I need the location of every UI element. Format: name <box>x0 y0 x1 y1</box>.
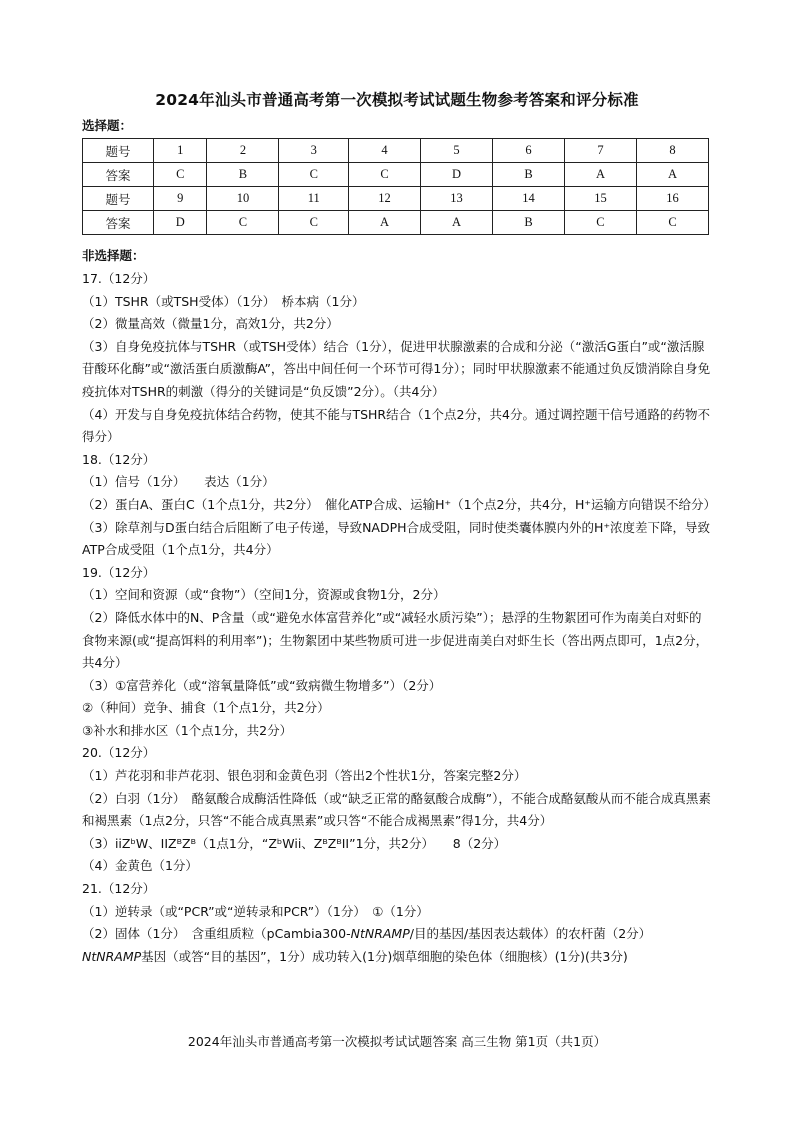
table-cell: C <box>154 163 207 187</box>
table-cell: 15 <box>564 187 636 211</box>
table-cell: 3 <box>279 139 349 163</box>
table-cell: 8 <box>636 139 708 163</box>
table-cell: 14 <box>493 187 565 211</box>
table-cell: 6 <box>493 139 565 163</box>
table-cell: C <box>279 163 349 187</box>
answer-line: （2）白羽（1分） 酪氨酸合成酶活性降低（或“缺乏正常的酪氨酸合成酶”），不能合成酪氨酸从而不能合成真黑素和褐黑素（1点2分，只答“不能合成真黑素”或只答“不能合成褐黑素”得1分，共4分） <box>82 790 711 829</box>
table-cell: B <box>493 163 565 187</box>
table-row <box>83 187 709 211</box>
page-title: 2024年汕头市普通高考第一次模拟考试试题生物参考答案和评分标准 <box>155 91 639 109</box>
answer-line: （4）金黄色（1分） <box>82 858 198 874</box>
answer-line: 18.（12分） <box>82 451 156 467</box>
table-row-header: 答案 <box>83 211 154 235</box>
table-cell: A <box>421 211 493 235</box>
answer-line: （3）除草剂与D蛋白结合后阻断了电子传递，导致NADPH合成受阻，同时使类囊体膜内外的H⁺浓度差下降，导致ATP合成受阻（1个点1分，共4分） <box>82 519 711 558</box>
answer-line: （1）芦花羽和非芦花羽、银色羽和金黄色羽（答出2个性状1分，答案完整2分） <box>82 768 527 784</box>
table-cell: B <box>207 163 279 187</box>
answer-line: （1）逆转录（或“PCR”或“逆转录和PCR”）（1分） ①（1分） <box>82 903 429 919</box>
table-cell: 9 <box>154 187 207 211</box>
answer-table <box>82 138 709 235</box>
table-row-header: 答案 <box>83 163 154 187</box>
table-cell: C <box>207 211 279 235</box>
answer-line: 19.（12分） <box>82 564 156 580</box>
table-cell: 12 <box>349 187 421 211</box>
answer-line: 20.（12分） <box>82 745 156 761</box>
answer-line: ③补水和排水区（1个点1分，共2分） <box>82 722 293 738</box>
table-cell: C <box>279 211 349 235</box>
table-cell: A <box>349 211 421 235</box>
table-row <box>83 163 709 187</box>
table-cell: 11 <box>279 187 349 211</box>
section-label-choice: 选择题： <box>82 118 133 133</box>
table-cell: 1 <box>154 139 207 163</box>
table-cell: D <box>421 163 493 187</box>
answer-line: （3）iiZᵇW、IIZᴮZᴮ（1点1分，“ZᵇWii、ZᴮZᴮII”1分，共2分） 8（2分） <box>82 835 507 851</box>
table-cell: 10 <box>207 187 279 211</box>
answer-line: （2）固体（1分） 含重组质粒（pCambia300-NtNRAMP/目的基因/基因表达载体）的农杆菌（2分） <box>82 926 652 942</box>
table-row-header: 题号 <box>83 139 154 163</box>
table-cell: A <box>636 163 708 187</box>
answer-line: （2）蛋白A、蛋白C（1个点1分，共2分） 催化ATP合成、运输H⁺（1个点2分，共4分，H⁺运输方向错误不给分） <box>82 496 716 512</box>
table-cell: 7 <box>564 139 636 163</box>
page-footer: 2024年汕头市普通高考第一次模拟考试试题答案 高三生物 第1页（共1页） <box>187 1034 607 1049</box>
table-cell: C <box>564 211 636 235</box>
answer-line: ②（种间）竞争、捕食（1个点1分，共2分） <box>82 700 330 716</box>
table-row-header: 题号 <box>83 187 154 211</box>
table-cell: C <box>636 211 708 235</box>
table-row <box>83 211 709 235</box>
table-cell: 16 <box>636 187 708 211</box>
table-cell: C <box>349 163 421 187</box>
answer-line: （3）自身免疫抗体与TSHR（或TSH受体）结合（1分），促进甲状腺激素的合成和分泌（“激活G蛋白”或“激活腺苷酸环化酶”或“激活蛋白质激酶A”，答出中间任何一个环节可得1分）；同时甲状腺激素不能通过负反馈消除自身免疫抗体对TSHR的刺激（得分的关键词是“负反馈”2分）。（共4分） <box>82 338 711 399</box>
answer-line: NtNRAMP基因（或答“目的基因”，1分）成功转入(1分)烟草细胞的染色体（细胞核）(1分)(共3分) <box>82 948 628 964</box>
section-label-nonchoice: 非选择题： <box>82 248 145 263</box>
table-row <box>83 139 709 163</box>
table-cell: B <box>493 211 565 235</box>
answer-line: （2）微量高效（微量1分，高效1分，共2分） <box>82 316 339 332</box>
table-cell: 2 <box>207 139 279 163</box>
answer-line: （2）降低水体中的N、P含量（或“避免水体富营养化”或“减轻水质污染”）；悬浮的生物絮团可作为南美白对虾的食物来源(或“提高饵料的利用率”)；生物絮团中某些物质可进一步促进南美白对虾生长（答出两点即可，1点2分，共4分） <box>82 609 709 671</box>
table-cell: 5 <box>421 139 493 163</box>
table-cell: A <box>564 163 636 187</box>
answer-line: 17.（12分） <box>82 271 156 286</box>
answer-body <box>82 268 716 968</box>
table-cell: 13 <box>421 187 493 211</box>
answer-line: （3）①富营养化（或“溶氧量降低”或“致病微生物增多”）（2分） <box>82 677 442 693</box>
table-cell: D <box>154 211 207 235</box>
table-cell: 4 <box>349 139 421 163</box>
answer-line: （4）开发与自身免疫抗体结合药物，使其不能与TSHR结合（1个点2分，共4分。通过调控题干信号通路的药物不得分） <box>82 406 710 445</box>
answer-line: （1）TSHR（或TSH受体）（1分） 桥本病（1分） <box>82 293 365 309</box>
answer-line: 21.（12分） <box>82 881 156 897</box>
answer-line: （1）空间和资源（或“食物”）（空间1分，资源或食物1分，2分） <box>82 587 446 603</box>
answer-line: （1）信号（1分） 表达（1分） <box>82 474 275 490</box>
